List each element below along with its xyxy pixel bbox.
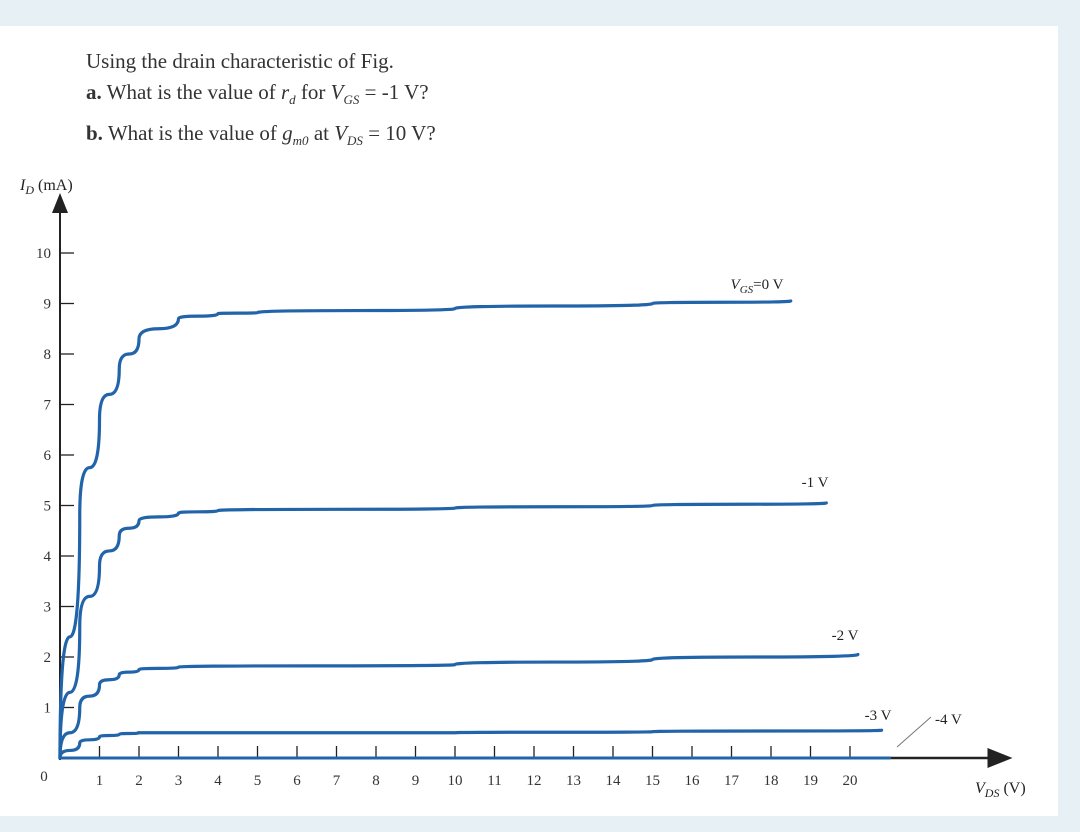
question-a-cond-value: = -1 V? [364,80,429,104]
y-tick-label: 3 [43,599,51,616]
y-tick-label: 6 [43,448,51,464]
question-a-cond-var: $V_{GS}$ [330,80,360,108]
y-axis-title: $I_D$ (mA) [20,177,73,197]
x-tick-label: 4 [214,773,222,789]
x-tick-label: 14 [605,773,621,789]
question-a-text: What is the value of [106,80,276,104]
x-tick-label: 19 [803,773,818,789]
axes [60,203,1000,760]
curves [60,301,890,758]
question-intro: Using the drain characteristic of Fig. [86,49,394,73]
x-tick-label: 3 [174,773,183,789]
x-tick-label: 18 [763,773,779,789]
x-tick-label: 16 [684,773,700,789]
curve-label: -3 V [864,708,892,724]
question-b-marker: b. [86,121,103,145]
x-tick-label: 20 [842,773,858,789]
y-tick-label: 10 [36,246,51,262]
x-tick-label: 13 [566,773,581,789]
x-tick-label: 9 [411,773,420,789]
y-tick-label: 9 [43,296,51,313]
question-b-cond-value: = 10 V? [368,121,436,145]
question-b-mid: at [313,121,329,145]
curve-label: $V_{GS}=0$ V [730,277,784,296]
question-b-cond-var: $V_{DS}$ [334,121,363,149]
question-a-mid: for [300,80,326,104]
origin-label: 0 [40,769,48,785]
curve-label: -1 V [801,475,829,491]
y-tick-label: 8 [43,347,51,363]
x-tick-label: 2 [135,773,143,789]
x-tick-label: 5 [253,773,262,789]
label-leader-line [897,717,931,747]
y-tick-label: 1 [43,700,51,717]
question-a-marker: a. [86,80,102,104]
curve-series [60,503,826,758]
y-tick-label: 7 [43,397,51,414]
question-b-text: What is the value of [107,121,277,145]
x-tick-label: 1 [95,773,104,789]
curve-label: -4 V [935,712,962,728]
curve-series [60,301,791,758]
question-b-var: $g_{m0}$ [282,121,309,149]
y-tick-label: 2 [43,650,51,666]
x-tick-label: 11 [487,773,502,789]
y-tick-label: 4 [43,549,51,565]
curve-series [60,730,882,758]
curve-label: -2 V [831,628,859,644]
curve-series [60,654,858,758]
x-tick-label: 8 [372,773,380,789]
question-a-var: $r_d$ [280,80,296,108]
curve-labels [19,177,1026,800]
x-tick-label: 10 [447,773,463,789]
x-axis-title: $V_{DS}$ (V) [975,780,1026,800]
x-tick-label: 7 [332,773,341,789]
x-tick-label: 12 [526,773,542,789]
x-tick-label: 6 [293,773,301,789]
y-tick-label: 5 [43,498,51,515]
x-tick-label: 15 [645,773,660,789]
x-tick-label: 17 [724,773,739,789]
